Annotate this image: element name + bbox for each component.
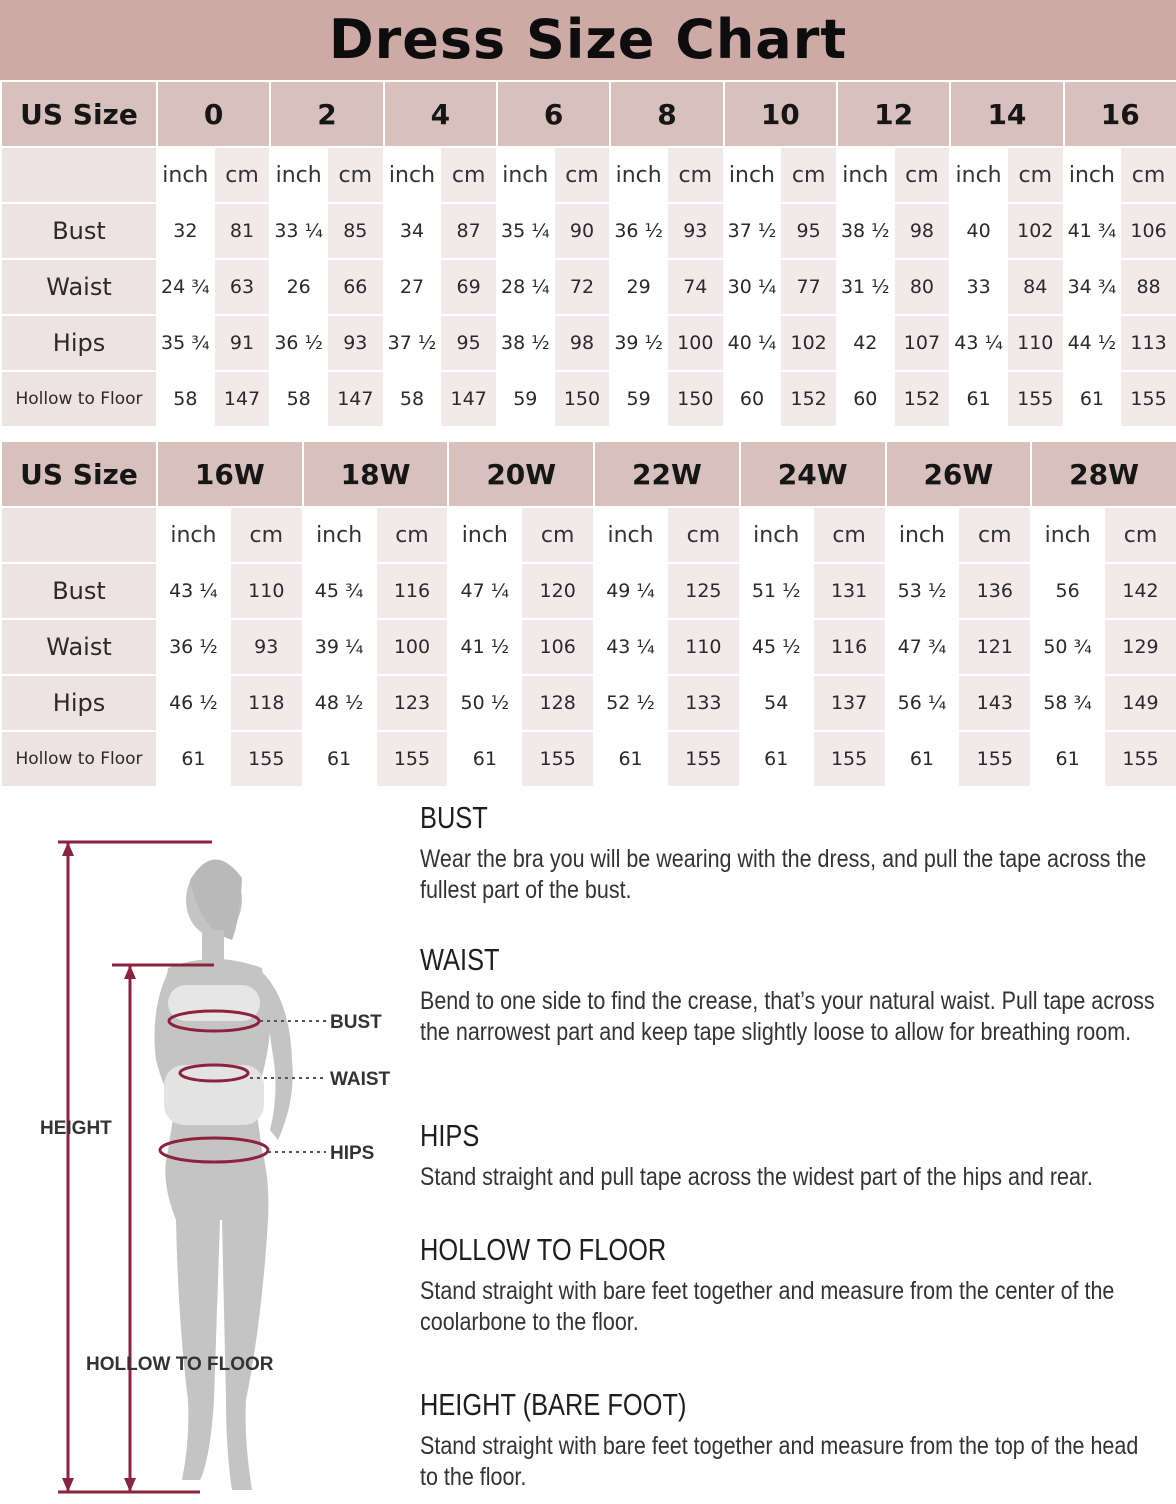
measurement-cell: 50 ¾ xyxy=(1031,619,1104,675)
measurement-cell: 155 xyxy=(813,731,886,787)
measurement-cell: 61 xyxy=(448,731,521,787)
measurement-cell: 56 xyxy=(1031,563,1104,619)
page-title: Dress Size Chart xyxy=(328,8,848,71)
unit-row-label xyxy=(1,147,157,203)
measurement-cell: 147 xyxy=(440,371,497,427)
measurement-cell: 102 xyxy=(780,315,837,371)
measurement-cell: 147 xyxy=(214,371,271,427)
measurement-row xyxy=(1,563,1176,619)
unit-row-label xyxy=(1,507,157,563)
measurement-cell: 110 xyxy=(1007,315,1064,371)
size-header: 22W xyxy=(594,441,740,507)
unit-inch: inch xyxy=(1064,147,1121,203)
unit-row xyxy=(1,507,1176,563)
measurement-cell: 84 xyxy=(1007,259,1064,315)
measurement-cell: 155 xyxy=(667,731,740,787)
instruction-height xyxy=(420,1387,1160,1493)
silhouette xyxy=(155,859,293,1490)
body-silhouette-illustration xyxy=(0,800,400,1500)
measurement-cell: 133 xyxy=(667,675,740,731)
measurement-cell: 45 ½ xyxy=(740,619,813,675)
arrow-heads xyxy=(62,842,136,1492)
unit-cm: cm xyxy=(667,147,724,203)
unit-row xyxy=(1,147,1176,203)
measurement-cell: 24 ¾ xyxy=(157,259,214,315)
size-header: 26W xyxy=(886,441,1032,507)
measurement-cell: 50 ½ xyxy=(448,675,521,731)
measurement-cell: 60 xyxy=(837,371,894,427)
measurement-cell: 118 xyxy=(230,675,303,731)
measurement-cell: 142 xyxy=(1104,563,1176,619)
measurement-cell: 46 ½ xyxy=(157,675,230,731)
instruction-heading: HOLLOW TO FLOOR xyxy=(420,1232,667,1267)
measurement-cell: 61 xyxy=(740,731,813,787)
instruction-heading: HIPS xyxy=(420,1118,480,1153)
measurement-cell: 116 xyxy=(376,563,449,619)
measurement-label: Hollow to Floor xyxy=(1,731,157,787)
torso-highlight xyxy=(168,985,260,1021)
measurement-cell: 131 xyxy=(813,563,886,619)
measurement-cell: 54 xyxy=(740,675,813,731)
unit-cm: cm xyxy=(327,147,384,203)
measurement-cell: 35 ¼ xyxy=(497,203,554,259)
measurement-cell: 34 xyxy=(384,203,441,259)
measurement-cell: 69 xyxy=(440,259,497,315)
size-header: 8 xyxy=(610,81,723,147)
measurement-cell: 110 xyxy=(667,619,740,675)
unit-inch: inch xyxy=(1031,507,1104,563)
unit-cm: cm xyxy=(214,147,271,203)
unit-cm: cm xyxy=(554,147,611,203)
measurement-cell: 56 ¼ xyxy=(886,675,959,731)
unit-inch: inch xyxy=(384,147,441,203)
figure-label-bust: BUST xyxy=(330,1012,382,1033)
measurement-cell: 33 xyxy=(950,259,1007,315)
unit-inch: inch xyxy=(270,147,327,203)
figure-label-hollow: HOLLOW TO FLOOR xyxy=(86,1354,274,1375)
instruction-hollow-to-floor xyxy=(420,1232,1160,1338)
size-header: 18W xyxy=(303,441,449,507)
unit-cm: cm xyxy=(440,147,497,203)
instruction-hips xyxy=(420,1118,1160,1193)
measurement-cell: 61 xyxy=(1064,371,1121,427)
instruction-text: Stand straight with bare feet together and measure from the center of the coolarbone to the floor. xyxy=(420,1277,1115,1336)
unit-inch: inch xyxy=(497,147,554,203)
measurement-cell: 38 ½ xyxy=(837,203,894,259)
measurement-cell: 63 xyxy=(214,259,271,315)
figure-label-hips: HIPS xyxy=(330,1143,375,1164)
measurement-cell: 40 ¼ xyxy=(724,315,781,371)
measurement-cell: 61 xyxy=(1031,731,1104,787)
unit-cm: cm xyxy=(1007,147,1064,203)
measurement-cell: 41 ½ xyxy=(448,619,521,675)
measurement-cell: 152 xyxy=(894,371,951,427)
instruction-text: Bend to one side to find the crease, that’s your natural waist. Pull tape across the narrowest part and keep tape slightly loose to allow for breathing room. xyxy=(420,987,1155,1046)
measurement-cell: 98 xyxy=(894,203,951,259)
size-header: 24W xyxy=(740,441,886,507)
unit-inch: inch xyxy=(157,147,214,203)
measurement-cell: 48 ½ xyxy=(303,675,376,731)
measurement-cell: 106 xyxy=(521,619,594,675)
measurement-cell: 128 xyxy=(521,675,594,731)
instruction-heading: BUST xyxy=(420,800,488,835)
measurement-label: Hollow to Floor xyxy=(1,371,157,427)
measurement-row xyxy=(1,675,1176,731)
measurement-cell: 28 ¼ xyxy=(497,259,554,315)
measurement-cell: 150 xyxy=(554,371,611,427)
unit-inch: inch xyxy=(594,507,667,563)
measurement-cell: 30 ¼ xyxy=(724,259,781,315)
measurement-cell: 60 xyxy=(724,371,781,427)
measurement-cell: 81 xyxy=(214,203,271,259)
measurement-cell: 43 ¼ xyxy=(950,315,1007,371)
size-header: 16W xyxy=(157,441,303,507)
measurement-cell: 32 xyxy=(157,203,214,259)
unit-cm: cm xyxy=(1120,147,1176,203)
unit-cm: cm xyxy=(1104,507,1176,563)
instruction-heading: WAIST xyxy=(420,942,500,977)
unit-cm: cm xyxy=(780,147,837,203)
title-bar xyxy=(0,0,1176,80)
measurement-cell: 100 xyxy=(376,619,449,675)
size-header: 14 xyxy=(950,81,1063,147)
instruction-text: Stand straight with bare feet together and measure from the top of the head to the floor. xyxy=(420,1432,1139,1491)
measurement-cell: 143 xyxy=(958,675,1031,731)
unit-inch: inch xyxy=(740,507,813,563)
measurement-label: Waist xyxy=(1,259,157,315)
figure-label-waist: WAIST xyxy=(330,1069,391,1090)
unit-inch: inch xyxy=(886,507,959,563)
measurement-cell: 47 ¼ xyxy=(448,563,521,619)
measurement-cell: 155 xyxy=(1120,371,1176,427)
measurement-cell: 129 xyxy=(1104,619,1176,675)
unit-inch: inch xyxy=(157,507,230,563)
unit-inch: inch xyxy=(724,147,781,203)
size-header-row xyxy=(1,441,1176,507)
measurement-cell: 155 xyxy=(521,731,594,787)
size-table-standard xyxy=(0,80,1176,428)
measurement-cell: 155 xyxy=(1104,731,1176,787)
measurement-label: Hips xyxy=(1,675,157,731)
instruction-heading: HEIGHT (BARE FOOT) xyxy=(420,1387,687,1422)
measurement-cell: 61 xyxy=(886,731,959,787)
unit-inch: inch xyxy=(837,147,894,203)
unit-cm: cm xyxy=(894,147,951,203)
measurement-cell: 95 xyxy=(440,315,497,371)
measurement-cell: 35 ¾ xyxy=(157,315,214,371)
measurement-cell: 58 xyxy=(384,371,441,427)
measurement-cell: 93 xyxy=(667,203,724,259)
measurement-cell: 155 xyxy=(376,731,449,787)
measurement-cell: 43 ¼ xyxy=(157,563,230,619)
measurement-cell: 66 xyxy=(327,259,384,315)
measurement-cell: 152 xyxy=(780,371,837,427)
unit-cm: cm xyxy=(376,507,449,563)
measurement-cell: 88 xyxy=(1120,259,1176,315)
size-header: 20W xyxy=(448,441,594,507)
measurement-cell: 116 xyxy=(813,619,886,675)
measurement-cell: 29 xyxy=(610,259,667,315)
measurement-row xyxy=(1,259,1176,315)
measurement-cell: 49 ¼ xyxy=(594,563,667,619)
instruction-text: Wear the bra you will be wearing with the dress, and pull the tape across the fullest part of the bust. xyxy=(420,845,1147,904)
measurement-cell: 93 xyxy=(327,315,384,371)
measurement-cell: 41 ¾ xyxy=(1064,203,1121,259)
measurement-label: Bust xyxy=(1,203,157,259)
measurement-cell: 149 xyxy=(1104,675,1176,731)
size-header: 16 xyxy=(1064,81,1176,147)
measurement-cell: 38 ½ xyxy=(497,315,554,371)
measurement-cell: 44 ½ xyxy=(1064,315,1121,371)
measurement-cell: 137 xyxy=(813,675,886,731)
measurement-cell: 47 ¾ xyxy=(886,619,959,675)
figure-label-height: HEIGHT xyxy=(40,1118,112,1139)
measurement-row xyxy=(1,315,1176,371)
measurement-cell: 36 ½ xyxy=(270,315,327,371)
measurement-cell: 95 xyxy=(780,203,837,259)
measurement-cell: 58 ¾ xyxy=(1031,675,1104,731)
measurement-cell: 100 xyxy=(667,315,724,371)
size-header: 28W xyxy=(1031,441,1176,507)
measurement-cell: 93 xyxy=(230,619,303,675)
measurement-cell: 52 ½ xyxy=(594,675,667,731)
measurement-cell: 33 ¼ xyxy=(270,203,327,259)
body-measurement-figure xyxy=(0,800,400,1500)
measurement-cell: 85 xyxy=(327,203,384,259)
size-header: 4 xyxy=(384,81,497,147)
measurement-cell: 42 xyxy=(837,315,894,371)
measurement-row xyxy=(1,731,1176,787)
measurement-cell: 53 ½ xyxy=(886,563,959,619)
us-size-header: US Size xyxy=(1,441,157,507)
unit-cm: cm xyxy=(230,507,303,563)
measurement-cell: 91 xyxy=(214,315,271,371)
measurement-cell: 77 xyxy=(780,259,837,315)
measurement-cell: 37 ½ xyxy=(384,315,441,371)
measurement-cell: 147 xyxy=(327,371,384,427)
measurement-cell: 61 xyxy=(594,731,667,787)
measurement-label: Hips xyxy=(1,315,157,371)
measurement-cell: 61 xyxy=(157,731,230,787)
measurement-cell: 120 xyxy=(521,563,594,619)
measurement-cell: 150 xyxy=(667,371,724,427)
size-header: 12 xyxy=(837,81,950,147)
us-size-header: US Size xyxy=(1,81,157,147)
measurement-cell: 102 xyxy=(1007,203,1064,259)
measurement-cell: 37 ½ xyxy=(724,203,781,259)
measurement-cell: 39 ¼ xyxy=(303,619,376,675)
measurement-cell: 113 xyxy=(1120,315,1176,371)
measurement-row xyxy=(1,371,1176,427)
size-header-row xyxy=(1,81,1176,147)
unit-cm: cm xyxy=(521,507,594,563)
measurement-cell: 107 xyxy=(894,315,951,371)
measurement-cell: 51 ½ xyxy=(740,563,813,619)
measurement-cell: 36 ½ xyxy=(610,203,667,259)
size-header: 0 xyxy=(157,81,270,147)
instruction-waist xyxy=(420,942,1160,1048)
measurement-cell: 155 xyxy=(230,731,303,787)
unit-cm: cm xyxy=(667,507,740,563)
measurement-cell: 123 xyxy=(376,675,449,731)
measurement-cell: 136 xyxy=(958,563,1031,619)
instruction-text: Stand straight and pull tape across the widest part of the hips and rear. xyxy=(420,1163,1093,1191)
measurement-cell: 34 ¾ xyxy=(1064,259,1121,315)
measurement-cell: 58 xyxy=(157,371,214,427)
measurement-cell: 61 xyxy=(950,371,1007,427)
measurement-cell: 43 ¼ xyxy=(594,619,667,675)
size-table-plus xyxy=(0,440,1176,788)
size-header: 10 xyxy=(724,81,837,147)
measurement-cell: 80 xyxy=(894,259,951,315)
measurement-cell: 155 xyxy=(958,731,1031,787)
measurement-cell: 31 ½ xyxy=(837,259,894,315)
measurement-label: Waist xyxy=(1,619,157,675)
measurement-cell: 26 xyxy=(270,259,327,315)
measurement-cell: 40 xyxy=(950,203,1007,259)
measurement-row xyxy=(1,619,1176,675)
measurement-cell: 27 xyxy=(384,259,441,315)
measurement-cell: 72 xyxy=(554,259,611,315)
measurement-cell: 61 xyxy=(303,731,376,787)
unit-cm: cm xyxy=(813,507,886,563)
measurement-cell: 59 xyxy=(497,371,554,427)
measurement-cell: 106 xyxy=(1120,203,1176,259)
measurement-cell: 125 xyxy=(667,563,740,619)
size-header: 2 xyxy=(270,81,383,147)
measurement-cell: 121 xyxy=(958,619,1031,675)
measurement-cell: 155 xyxy=(1007,371,1064,427)
measurement-cell: 39 ½ xyxy=(610,315,667,371)
size-header: 6 xyxy=(497,81,610,147)
measurement-cell: 58 xyxy=(270,371,327,427)
measurement-cell: 59 xyxy=(610,371,667,427)
instruction-bust xyxy=(420,800,1160,906)
measurement-cell: 74 xyxy=(667,259,724,315)
measurement-label: Bust xyxy=(1,563,157,619)
measurement-cell: 87 xyxy=(440,203,497,259)
measurement-cell: 98 xyxy=(554,315,611,371)
measurement-row xyxy=(1,203,1176,259)
unit-inch: inch xyxy=(610,147,667,203)
measurement-cell: 36 ½ xyxy=(157,619,230,675)
measurement-cell: 90 xyxy=(554,203,611,259)
unit-inch: inch xyxy=(950,147,1007,203)
measurement-cell: 45 ¾ xyxy=(303,563,376,619)
unit-cm: cm xyxy=(958,507,1031,563)
unit-inch: inch xyxy=(303,507,376,563)
measurement-cell: 110 xyxy=(230,563,303,619)
unit-inch: inch xyxy=(448,507,521,563)
